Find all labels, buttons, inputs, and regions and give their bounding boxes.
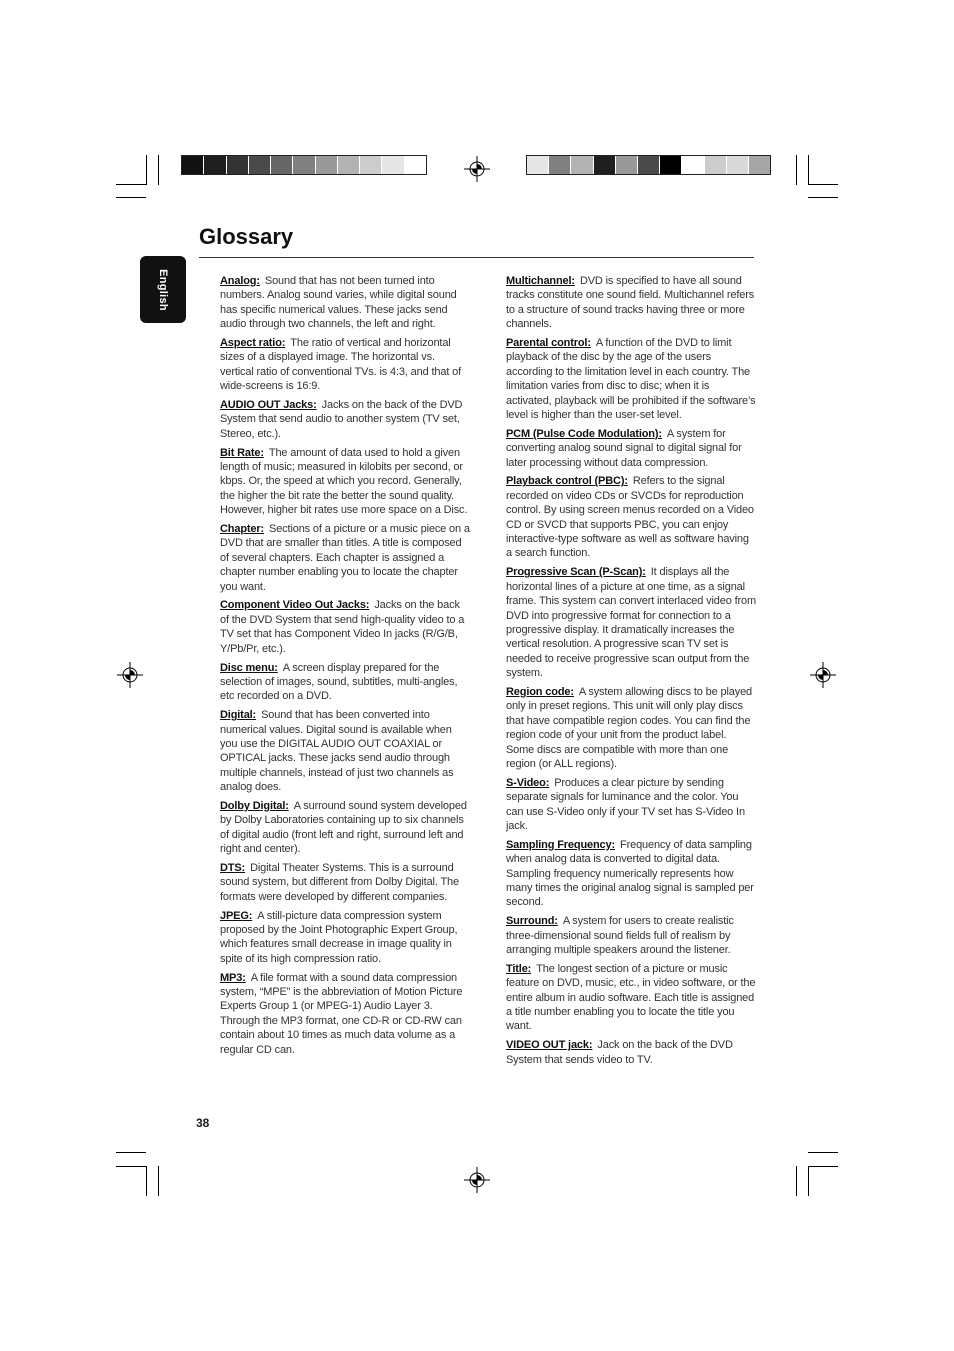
- glossary-definition: A system for users to create realistic three-dimensional sound fields full of realism by arranging multiple speakers around the listener.: [506, 915, 734, 956]
- glossary-column-right: [506, 274, 756, 1071]
- glossary-term: Title:: [506, 962, 532, 975]
- glossary-term: Region code:: [506, 685, 574, 698]
- glossary-definition: DVD is specified to have all sound tracks constitute one sound field. Multichannel refers to a structure of sound tracks having three or more channels.: [506, 275, 755, 331]
- color-swatch: [382, 156, 404, 174]
- color-swatch: [682, 156, 704, 174]
- title-divider: [199, 257, 754, 258]
- glossary-term: JPEG:: [220, 909, 253, 922]
- glossary-entry: [220, 522, 470, 594]
- color-swatch: [249, 156, 271, 174]
- glossary-entry: [506, 914, 756, 957]
- glossary-entry: [220, 708, 470, 794]
- color-calibration-bar-left: [181, 155, 427, 175]
- glossary-entry: [220, 909, 470, 967]
- glossary-term: Digital:: [220, 709, 257, 722]
- color-swatch: [182, 156, 204, 174]
- glossary-entry: [220, 446, 470, 518]
- glossary-term: AUDIO OUT Jacks:: [220, 399, 317, 412]
- glossary-term: Parental control:: [506, 337, 591, 350]
- glossary-definition: The longest section of a picture or music feature on DVD, music, etc., in video software, or the entire album in audio software. Each title is assigned a title number enabling you to locate the title you want.: [506, 962, 756, 1033]
- glossary-entry: [506, 274, 756, 332]
- glossary-term: Disc menu:: [220, 661, 278, 674]
- glossary-definition: A still-picture data compression system proposed by the Joint Photographic Expert Group, which features small decrease in image quality in spite of its high compression ratio.: [220, 909, 458, 965]
- glossary-definition: A system allowing discs to be played only in preset regions. This unit will only play discs that have compatible region codes. You can find the region code of your unit from the product label. Some discs are compatible with more than one region (or ALL regions).: [506, 685, 753, 770]
- glossary-entry: [506, 565, 756, 680]
- language-tab: [140, 256, 186, 323]
- glossary-definition: Digital Theater Systems. This is a surround sound system, but different from Dolby Digital. The formats were developed by different companies.: [220, 861, 459, 903]
- glossary-entry: [220, 398, 470, 441]
- color-swatch: [360, 156, 382, 174]
- glossary-term: Analog:: [220, 275, 260, 287]
- glossary-entry: [506, 685, 756, 771]
- color-swatch: [293, 156, 315, 174]
- glossary-entry: [220, 598, 470, 656]
- registration-mark-bottom-icon: [464, 1167, 490, 1193]
- glossary-definition: The ratio of vertical and horizontal sizes of a displayed image. The horizontal vs. vertical ratio of conventional TVs. is 4:3, and that of wide-screens is 16:9.: [220, 337, 462, 393]
- color-swatch: [338, 156, 360, 174]
- glossary-term: Component Video Out Jacks:: [220, 599, 370, 612]
- glossary-term: Multichannel:: [506, 275, 575, 287]
- glossary-term: Chapter:: [220, 523, 265, 536]
- glossary-definition: Sound that has not been turned into numbers. Analog sound varies, while digital sound has specific numerical values. These jacks send audio through two channels, the left and right.: [220, 275, 457, 331]
- registration-mark-left-icon: [117, 662, 143, 688]
- glossary-term: MP3:: [220, 971, 246, 984]
- glossary-term: DTS:: [220, 861, 246, 874]
- glossary-term: VIDEO OUT jack:: [506, 1039, 593, 1052]
- glossary-definition: Jacks on the back of the DVD System that send high-quality video to a TV set that has Component Video In jacks (R/G/B, Y/Pb/Pr, etc.).: [220, 599, 465, 655]
- glossary-entry: [506, 427, 756, 470]
- color-calibration-bar-right: [526, 155, 771, 175]
- glossary-definition: Sound that has been converted into numerical values. Digital sound is available when you use the DIGITAL AUDIO OUT COAXIAL or OPTICAL jacks. These jacks send audio through multiple channels, instead of just two channels as analog does.: [220, 709, 454, 794]
- glossary-definition: A function of the DVD to limit playback of the disc by the age of the users according to the limitation level in each country. The limitation varies from disc to disc; when it is activated, playback will be prohibited if the software’s level is higher than the user-set level.: [506, 337, 756, 422]
- glossary-term: Aspect ratio:: [220, 337, 286, 350]
- glossary-entry: [220, 799, 470, 857]
- color-swatch: [204, 156, 226, 174]
- glossary-entry: [506, 962, 756, 1034]
- glossary-term: Playback control (PBC):: [506, 475, 628, 488]
- glossary-entry: [506, 838, 756, 910]
- glossary-definition: Jacks on the back of the DVD System that send audio to another system (TV set, Stereo, etc.).: [220, 399, 463, 440]
- color-swatch: [727, 156, 749, 174]
- color-swatch: [571, 156, 593, 174]
- registration-mark-top-icon: [464, 156, 490, 182]
- glossary-term: PCM (Pulse Code Modulation):: [506, 427, 662, 440]
- glossary-entry: [506, 474, 756, 560]
- registration-mark-right-icon: [810, 662, 836, 688]
- glossary-entry: [220, 661, 470, 704]
- color-swatch: [616, 156, 638, 174]
- page-title: Glossary: [199, 224, 294, 249]
- color-swatch: [549, 156, 571, 174]
- glossary-definition: A screen display prepared for the selection of images, sound, subtitles, multi-angles, etc recorded on a DVD.: [220, 661, 458, 703]
- glossary-definition: Frequency of data sampling when analog data is converted to digital data. Sampling frequency numerically represents how many times the original analog signal is sampled per second.: [506, 838, 754, 909]
- glossary-term: Dolby Digital:: [220, 799, 289, 812]
- glossary-definition: A file format with a sound data compression system, “MPE” is the abbreviation of Motion Picture Experts Group 1 (or MPEG-1) Audio Layer 3. Through the MP3 format, one CD-R or CD-RW can contain about 10 times as much data volume as a regular CD can.: [220, 971, 463, 1056]
- page-number: 38: [196, 1116, 210, 1130]
- glossary-entry: [220, 336, 470, 394]
- color-swatch: [316, 156, 338, 174]
- glossary-definition: It displays all the horizontal lines of a picture at one time, as a signal frame. This system can convert interlaced video from DVD into progressive format for connection to a progressive display. It dramatically increases the vertical resolution. A progressive scan TV set is needed to receive progressive scan output from the system.: [506, 566, 756, 680]
- color-swatch: [594, 156, 616, 174]
- glossary-column-left: [220, 274, 470, 1061]
- glossary-term: Surround:: [506, 915, 558, 928]
- glossary-entry: [220, 861, 470, 904]
- glossary-term: Progressive Scan (P-Scan):: [506, 566, 646, 579]
- glossary-definition: Produces a clear picture by sending separate signals for luminance and the color. You can use S-Video only if your TV set has S-Video In jack.: [506, 776, 745, 832]
- glossary-definition: A surround sound system developed by Dolby Laboratories containing up to six channels of digital audio (front left and right, surround left and right and center).: [220, 799, 467, 856]
- glossary-definition: A system for converting analog sound signal to digital signal for later processing without data compression.: [506, 427, 742, 469]
- color-swatch: [527, 156, 549, 174]
- color-swatch: [271, 156, 293, 174]
- glossary-term: S-Video:: [506, 776, 550, 789]
- glossary-entry: [506, 1038, 756, 1067]
- color-swatch: [705, 156, 727, 174]
- glossary-term: Sampling Frequency:: [506, 838, 616, 851]
- glossary-entry: [506, 776, 756, 834]
- color-swatch: [405, 156, 426, 174]
- glossary-definition: Sections of a picture or a music piece on a DVD that are smaller than titles. A title is composed of several chapters. Each chapter is assigned a chapter number enabling you to locate the chapter you want.: [220, 523, 470, 593]
- color-swatch: [660, 156, 682, 174]
- glossary-entry: [220, 971, 470, 1057]
- color-swatch: [227, 156, 249, 174]
- glossary-definition: Jack on the back of the DVD System that sends video to TV.: [506, 1039, 733, 1066]
- glossary-entry: [220, 274, 470, 332]
- color-swatch: [638, 156, 660, 174]
- language-tab-label: English: [157, 268, 169, 311]
- glossary-definition: The amount of data used to hold a given length of music; measured in kilobits per second, or kbps. Or, the speed at which you record. Generally, the higher the bit rate the better the sound quality. However, higher bit rates use more space on a Disc.: [220, 446, 468, 517]
- color-swatch: [749, 156, 770, 174]
- glossary-term: Bit Rate:: [220, 446, 264, 459]
- glossary-entry: [506, 336, 756, 422]
- glossary-definition: Refers to the signal recorded on video CDs or SVCDs for reproduction control. By using screen menus recorded on a Video CD or SVCD that supports PBC, you can enjoy interactive-type software as well as software having a search function.: [506, 475, 754, 560]
